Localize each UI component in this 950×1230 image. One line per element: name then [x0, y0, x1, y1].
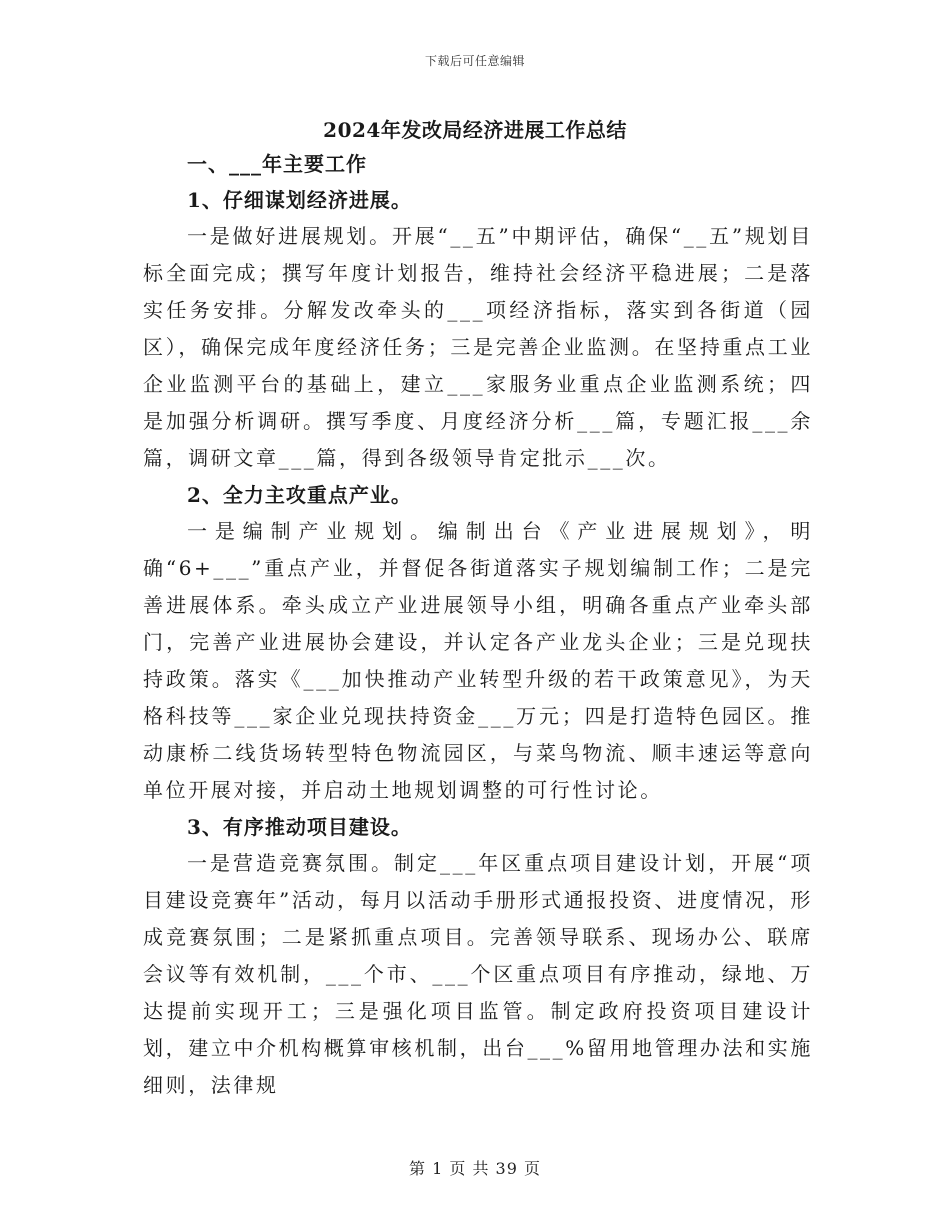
header-note: 下载后可任意编辑: [424, 54, 525, 68]
document-body: [143, 146, 813, 1104]
subsection-heading-3: 3、有序推动项目建设。: [187, 815, 412, 839]
document-title: 2024年发改局经济进展工作总结: [323, 118, 627, 142]
page-footer: 第 1 页 共 39 页: [409, 1159, 541, 1178]
paragraph-3: 一是营造竞赛氛围。制定___年区重点项目建设计划，开展“项目建设竞赛年”活动，每月以活动手册形式通报投资、进度情况，形成竞赛氛围；二是紧抓重点项目。完善领导联系、现场办公、联席会议等有效机制，___个市、___个区重点项目有序推动，绿地、万达提前实现开工；三是强化项目监管。制定政府投资项目建设计划，建立中介机构概算审核机制，出台___%留用地管理办法和实施细则，法律规: [143, 851, 813, 1097]
subsection-heading-1: 1、仔细谋划经济进展。: [187, 188, 412, 212]
paragraph-1: 一是做好进展规划。开展“__五”中期评估，确保“__五”规划目标全面完成；撰写年度计划报告，维持社会经济平稳进展；二是落实任务安排。分解发改牵头的___项经济指标，落实到各街道（园区），确保完成年度经济任务；三是完善企业监测。在坚持重点工业企业监测平台的基础上，建立___家服务业重点企业监测系统；四是加强分析调研。撰写季度、月度经济分析___篇，专题汇报___余篇，调研文章___篇，得到各级领导肯定批示___次。: [143, 224, 813, 470]
paragraph-2: 一是编制产业规划。编制出台《产业进展规划》，明确“6+___”重点产业，并督促各街道落实子规划编制工作；二是完善进展体系。牵头成立产业进展领导小组，明确各重点产业牵头部门，完善产业进展协会建设，并认定各产业龙头企业；三是兑现扶持政策。落实《___加快推动产业转型升级的若干政策意见》，为天格科技等___家企业兑现扶持资金___万元；四是打造特色园区。推动康桥二线货场转型特色物流园区，与菜鸟物流、顺丰速运等意向单位开展对接，并启动土地规划调整的可行性讨论。: [143, 519, 813, 802]
section-heading-main: 一、___年主要工作: [187, 152, 367, 176]
subsection-heading-2: 2、全力主攻重点产业。: [187, 483, 412, 507]
